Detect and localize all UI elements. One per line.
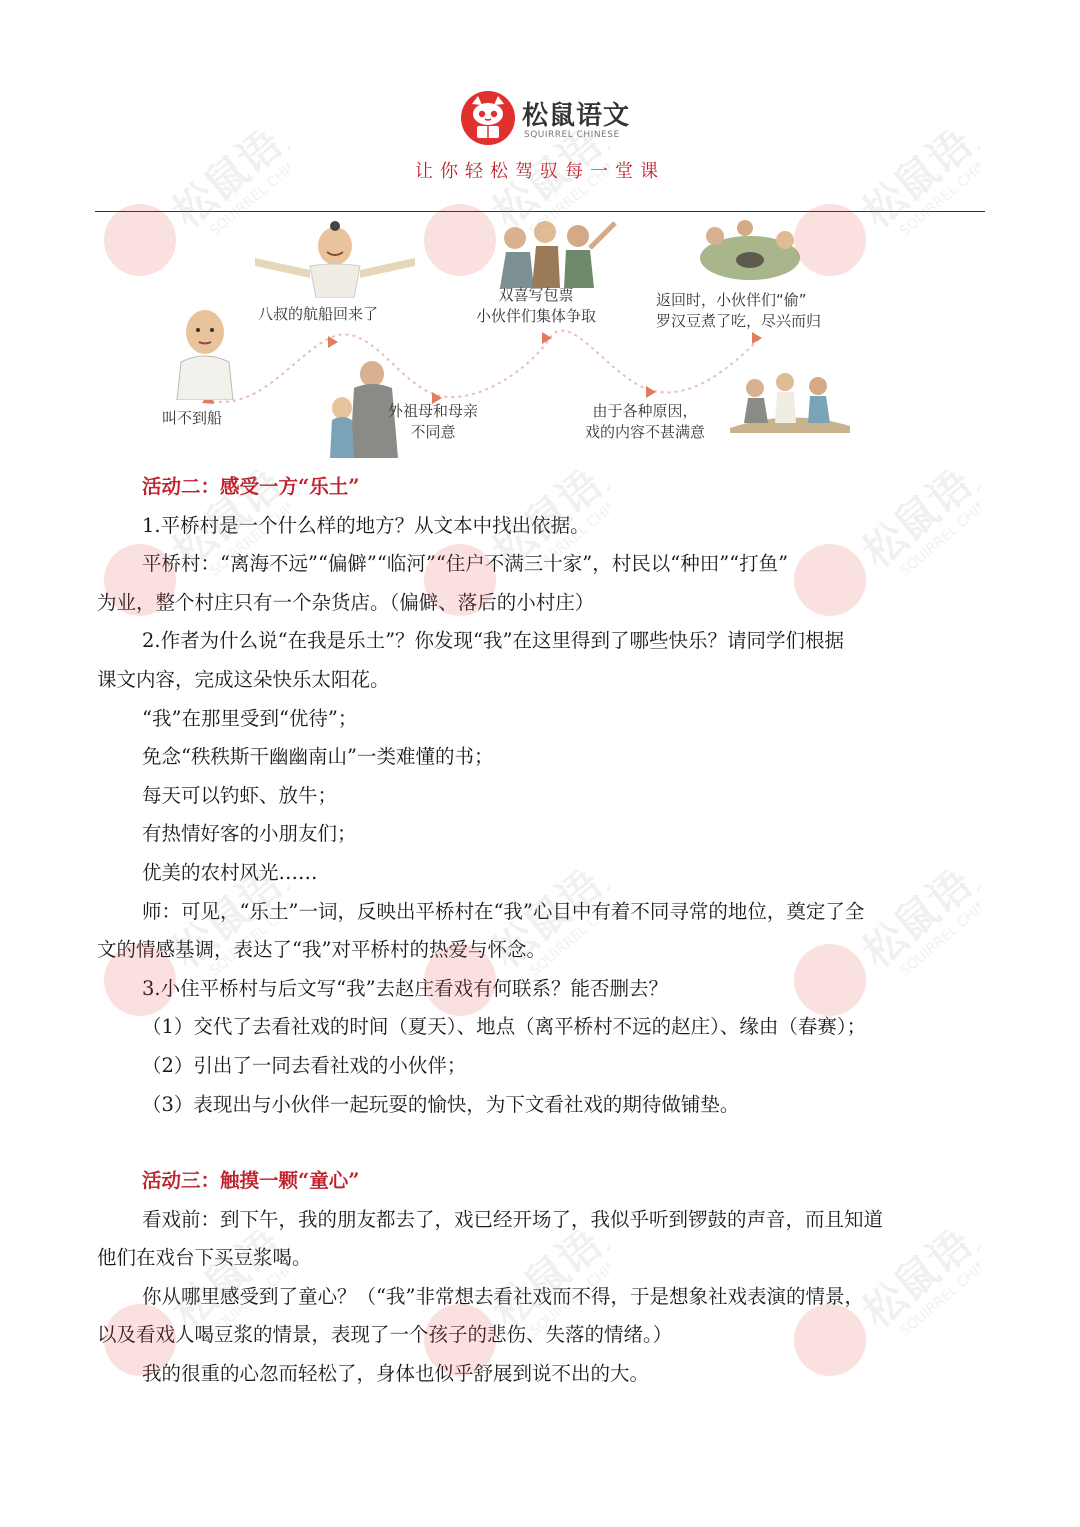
section-heading: 活动三：触摸一颗“童心” bbox=[142, 1169, 360, 1193]
squirrel-logo-icon bbox=[460, 90, 516, 146]
svg-text:松鼠语文: 松鼠语文 bbox=[163, 130, 290, 238]
text-line: 平桥村：“离海不远”“偏僻”“临河”“住户不满三十家”，村民以“种田”“打鱼” bbox=[142, 552, 789, 576]
svg-text:松鼠语文: 松鼠语文 bbox=[163, 470, 290, 578]
svg-text:松鼠语文: 松鼠语文 bbox=[853, 1230, 980, 1338]
text-line: 3.小住平桥村与后文写“我”去赵庄看戏有何联系？能否删去？ bbox=[142, 976, 669, 1000]
text-line: 以及看戏人喝豆浆的情景，表现了一个孩子的悲伤、失落的情绪。） bbox=[97, 1323, 673, 1347]
text-line: （1）交代了去看社戏的时间（夏天）、地点（离平桥村不远的赵庄）、缘由（春赛）； bbox=[142, 1015, 867, 1039]
text-line: 我的很重的心忽而轻松了，身体也似乎舒展到说不出的大。 bbox=[142, 1362, 650, 1386]
timeline-caption-5: 由于各种原因， 戏的内容不甚满意 bbox=[585, 402, 706, 441]
timeline-caption-6: 返回时，小伙伴们“偷” 罗汉豆煮了吃，尽兴而归 bbox=[656, 291, 822, 330]
text-line: 2.作者为什么说“在我是乐土”？你发现“我”在这里得到了哪些快乐？请同学们根据 bbox=[142, 629, 844, 653]
text-line: “我”在那里受到“优待”； bbox=[142, 706, 358, 730]
text-line: 1.平桥村是一个什么样的地方？从文本中找出依据。 bbox=[142, 513, 590, 537]
svg-text:SQUIRREL CHINESE: SQUIRREL CHINESE bbox=[206, 139, 290, 240]
text-line: 为业，整个村庄只有一个杂货店。（偏僻、落后的小村庄） bbox=[97, 590, 595, 614]
timeline-caption-1: 叫不到船 bbox=[162, 409, 223, 427]
text-line: 师：可见，“乐土”一词，反映出平桥村在“我”心目中有着不同寻常的地位，奠定了全 bbox=[142, 899, 865, 923]
svg-text:松鼠语文: 松鼠语文 bbox=[853, 870, 980, 978]
text-line: 每天可以钓虾、放牛； bbox=[142, 783, 338, 807]
kids-sitting-illustration bbox=[730, 368, 850, 433]
brand-subtitle: SQUIRREL CHINESE bbox=[524, 130, 620, 140]
svg-text:SQUIRREL CHINESE: SQUIRREL CHINESE bbox=[206, 479, 290, 580]
text-line: 看戏前：到下午，我的朋友都去了，戏已经开场了，我似乎听到锣鼓的声音，而且知道 bbox=[142, 1207, 884, 1231]
text-line: （2）引出了一同去看社戏的小伙伴； bbox=[142, 1053, 467, 1077]
text-line: 文的情感基调，表达了“我”对平桥村的热爱与怀念。 bbox=[97, 938, 546, 962]
header-divider bbox=[95, 211, 985, 212]
svg-text:松鼠语文: 松鼠语文 bbox=[853, 130, 980, 238]
svg-text:松鼠语文: 松鼠语文 bbox=[853, 470, 980, 578]
text-line: 优美的农村风光…… bbox=[142, 860, 318, 884]
svg-text:松鼠语文: 松鼠语文 bbox=[483, 1230, 610, 1338]
svg-text:松鼠语文: 松鼠语文 bbox=[483, 870, 610, 978]
svg-text:SQUIRREL CHINESE: SQUIRREL CHINESE bbox=[896, 139, 980, 240]
text-line: 他们在戏台下买豆浆喝。 bbox=[97, 1246, 312, 1270]
brand-slogan: 让你轻松驾驭每一堂课 bbox=[415, 161, 665, 182]
uncle-illustration bbox=[250, 218, 420, 298]
svg-text:松鼠语文: 松鼠语文 bbox=[483, 130, 610, 238]
svg-text:SQUIRREL CHINESE: SQUIRREL CHINESE bbox=[206, 879, 290, 980]
svg-text:SQUIRREL CHINESE: SQUIRREL CHINESE bbox=[526, 1239, 610, 1340]
timeline-caption-2: 八叔的航船回来了 bbox=[258, 305, 379, 323]
timeline-caption-4: 双喜写包票 小伙伴们集体争取 bbox=[476, 286, 597, 325]
svg-text:SQUIRREL CHINESE: SQUIRREL CHINESE bbox=[526, 479, 610, 580]
svg-text:SQUIRREL CHINESE: SQUIRREL CHINESE bbox=[526, 879, 610, 980]
brand-name: 松鼠语文 bbox=[522, 101, 631, 131]
svg-text:松鼠语文: 松鼠语文 bbox=[163, 870, 290, 978]
section-spacer bbox=[97, 1124, 987, 1162]
svg-text:SQUIRREL CHINESE: SQUIRREL CHINESE bbox=[896, 1239, 980, 1340]
svg-text:SQUIRREL CHINESE: SQUIRREL CHINESE bbox=[206, 1239, 290, 1340]
kids-group-illustration bbox=[490, 218, 620, 288]
text-line: （3）表现出与小伙伴一起玩耍的愉快，为下文看社戏的期待做铺垫。 bbox=[142, 1092, 740, 1116]
boy-illustration bbox=[165, 300, 245, 400]
svg-text:SQUIRREL CHINESE: SQUIRREL CHINESE bbox=[896, 479, 980, 580]
section-heading: 活动二：感受一方“乐土” bbox=[142, 475, 360, 498]
text-line: 你从哪里感受到了童心？（“我”非常想去看社戏而不得，于是想象社戏表演的情景， bbox=[142, 1284, 864, 1308]
text-line: 课文内容，完成这朵快乐太阳花。 bbox=[97, 667, 390, 691]
svg-text:松鼠语文: 松鼠语文 bbox=[483, 470, 610, 578]
svg-text:SQUIRREL CHINESE: SQUIRREL CHINESE bbox=[896, 879, 980, 980]
story-timeline bbox=[150, 218, 930, 463]
timeline-caption-3: 外祖母和母亲 不同意 bbox=[388, 402, 479, 441]
lesson-content bbox=[97, 468, 987, 1394]
text-line: 免念“秩秩斯干幽幽南山”一类难懂的书； bbox=[142, 745, 494, 769]
page-header bbox=[0, 0, 1080, 215]
kids-eating-illustration bbox=[695, 218, 805, 283]
svg-text:SQUIRREL CHINESE: SQUIRREL CHINESE bbox=[526, 139, 610, 240]
text-line: 有热情好客的小朋友们； bbox=[142, 822, 357, 846]
svg-text:松鼠语文: 松鼠语文 bbox=[163, 1230, 290, 1338]
